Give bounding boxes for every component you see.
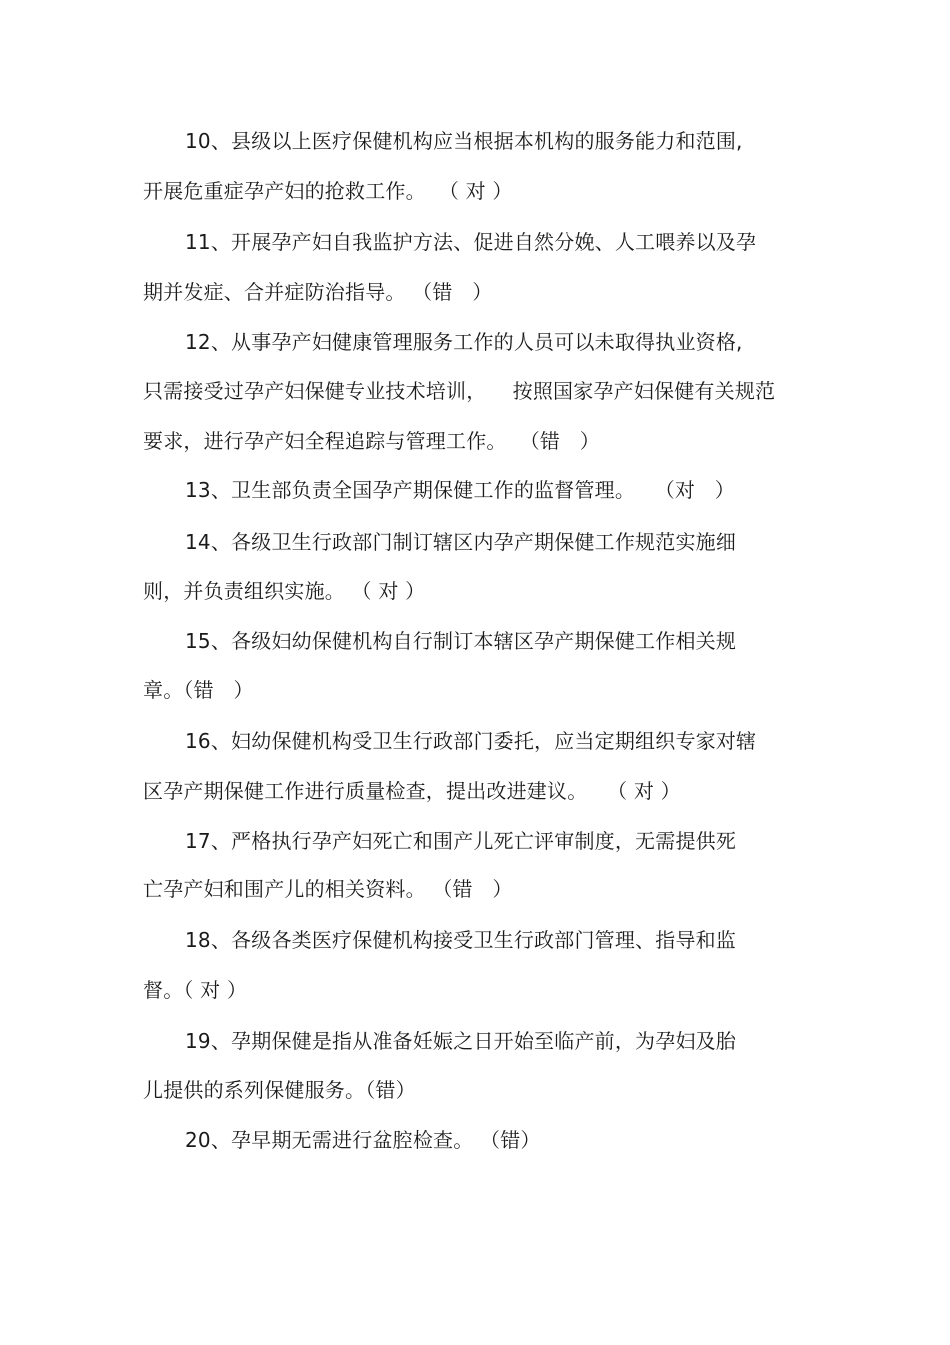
question-10-line-1: 10、县级以上医疗保健机构应当根据本机构的服务能力和范围, (185, 129, 743, 153)
question-16-line-2: 区孕产期保健工作进行质量检查，提出改进建议。 （ 对 ） (143, 779, 681, 803)
question-10-line-2: 开展危重症孕产妇的抢救工作。 （ 对 ） (143, 179, 513, 203)
question-18-line-1: 18、各级各类医疗保健机构接受卫生行政部门管理、指导和监 (185, 928, 737, 952)
question-16-line-1: 16、妇幼保健机构受卫生行政部门委托，应当定期组织专家对辖 (185, 729, 757, 753)
question-14-line-2: 则，并负责组织实施。 （ 对 ） (143, 579, 426, 603)
question-11-line-2: 期并发症、合并症防治指导。 （错 ） (143, 280, 493, 304)
question-13-line-1: 13、卫生部负责全国孕产期保健工作的监督管理。 （对 ） (185, 478, 735, 502)
question-15-line-2: 章。（错 ） (143, 678, 254, 702)
question-17-line-2: 亡孕产妇和围产儿的相关资料。 （错 ） (143, 877, 513, 901)
question-20-line-1: 20、孕早期无需进行盆腔检查。 （错） (185, 1128, 541, 1152)
question-12-line-3: 要求，进行孕产妇全程追踪与管理工作。 （错 ） (143, 429, 600, 453)
question-18-line-2: 督。（ 对 ） (143, 978, 248, 1002)
question-15-line-1: 15、各级妇幼保健机构自行制订本辖区孕产期保健工作相关规 (185, 629, 737, 653)
question-11-line-1: 11、开展孕产妇自我监护方法、促进自然分娩、人工喂养以及孕 (185, 230, 757, 254)
question-19-line-2: 儿提供的系列保健服务。（错） (143, 1078, 416, 1102)
question-12-line-1: 12、从事孕产妇健康管理服务工作的人员可以未取得执业资格, (185, 330, 743, 354)
question-17-line-1: 17、严格执行孕产妇死亡和围产儿死亡评审制度，无需提供死 (185, 829, 737, 853)
question-19-line-1: 19、孕期保健是指从准备妊娠之日开始至临产前，为孕妇及胎 (185, 1029, 737, 1053)
question-12-line-2: 只需接受过孕产妇保健专业技术培训， 按照国家孕产妇保健有关规范 (143, 379, 776, 403)
question-14-line-1: 14、各级卫生行政部门制订辖区内孕产期保健工作规范实施细 (185, 530, 737, 554)
